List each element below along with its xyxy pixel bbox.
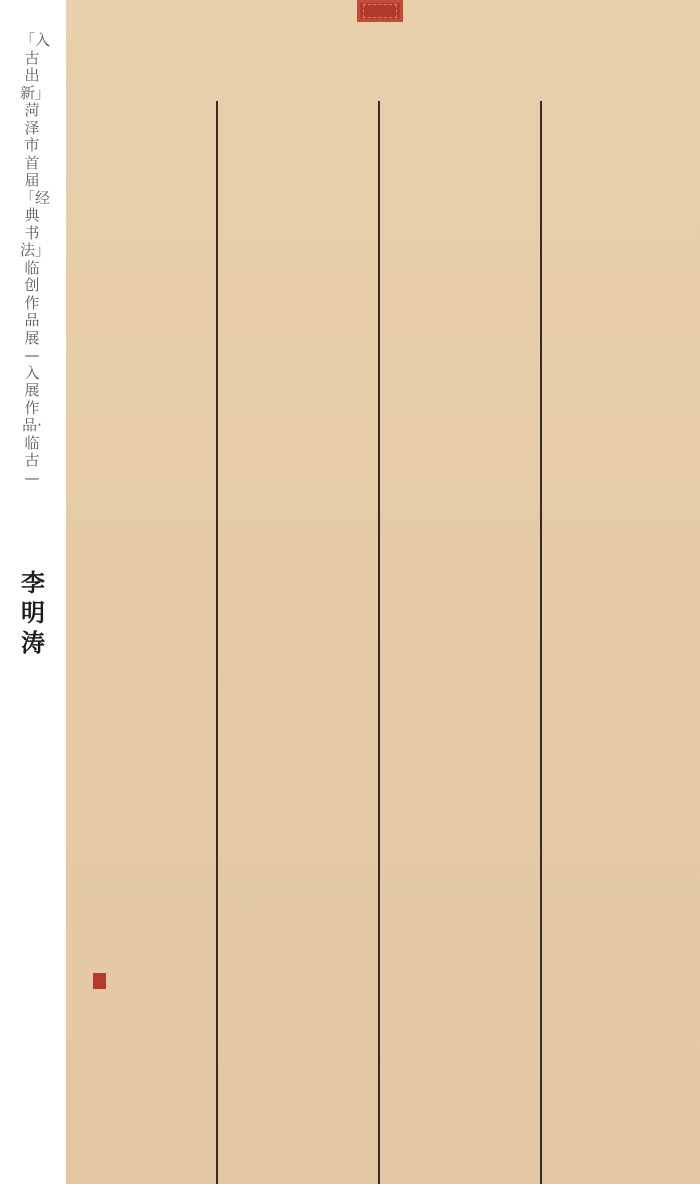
caption-line-3: 临创作品展: [24, 258, 40, 347]
top-seal-stamp: [357, 0, 403, 22]
caption-line-2: 菏泽市首届「经典书法」: [20, 101, 51, 259]
caption-line-1: 「入古出新」: [20, 31, 51, 102]
small-seal-stamp: [93, 973, 106, 989]
exhibition-caption: [20, 31, 51, 487]
author-name: 李明涛: [21, 568, 45, 657]
caption-strip: [0, 0, 66, 1184]
caption-tag: —入展作品·临古—: [22, 346, 42, 487]
calligraphy-paper: [66, 0, 700, 1184]
column-rule: [378, 101, 380, 1184]
column-rule: [540, 101, 542, 1184]
column-rule: [216, 101, 218, 1184]
